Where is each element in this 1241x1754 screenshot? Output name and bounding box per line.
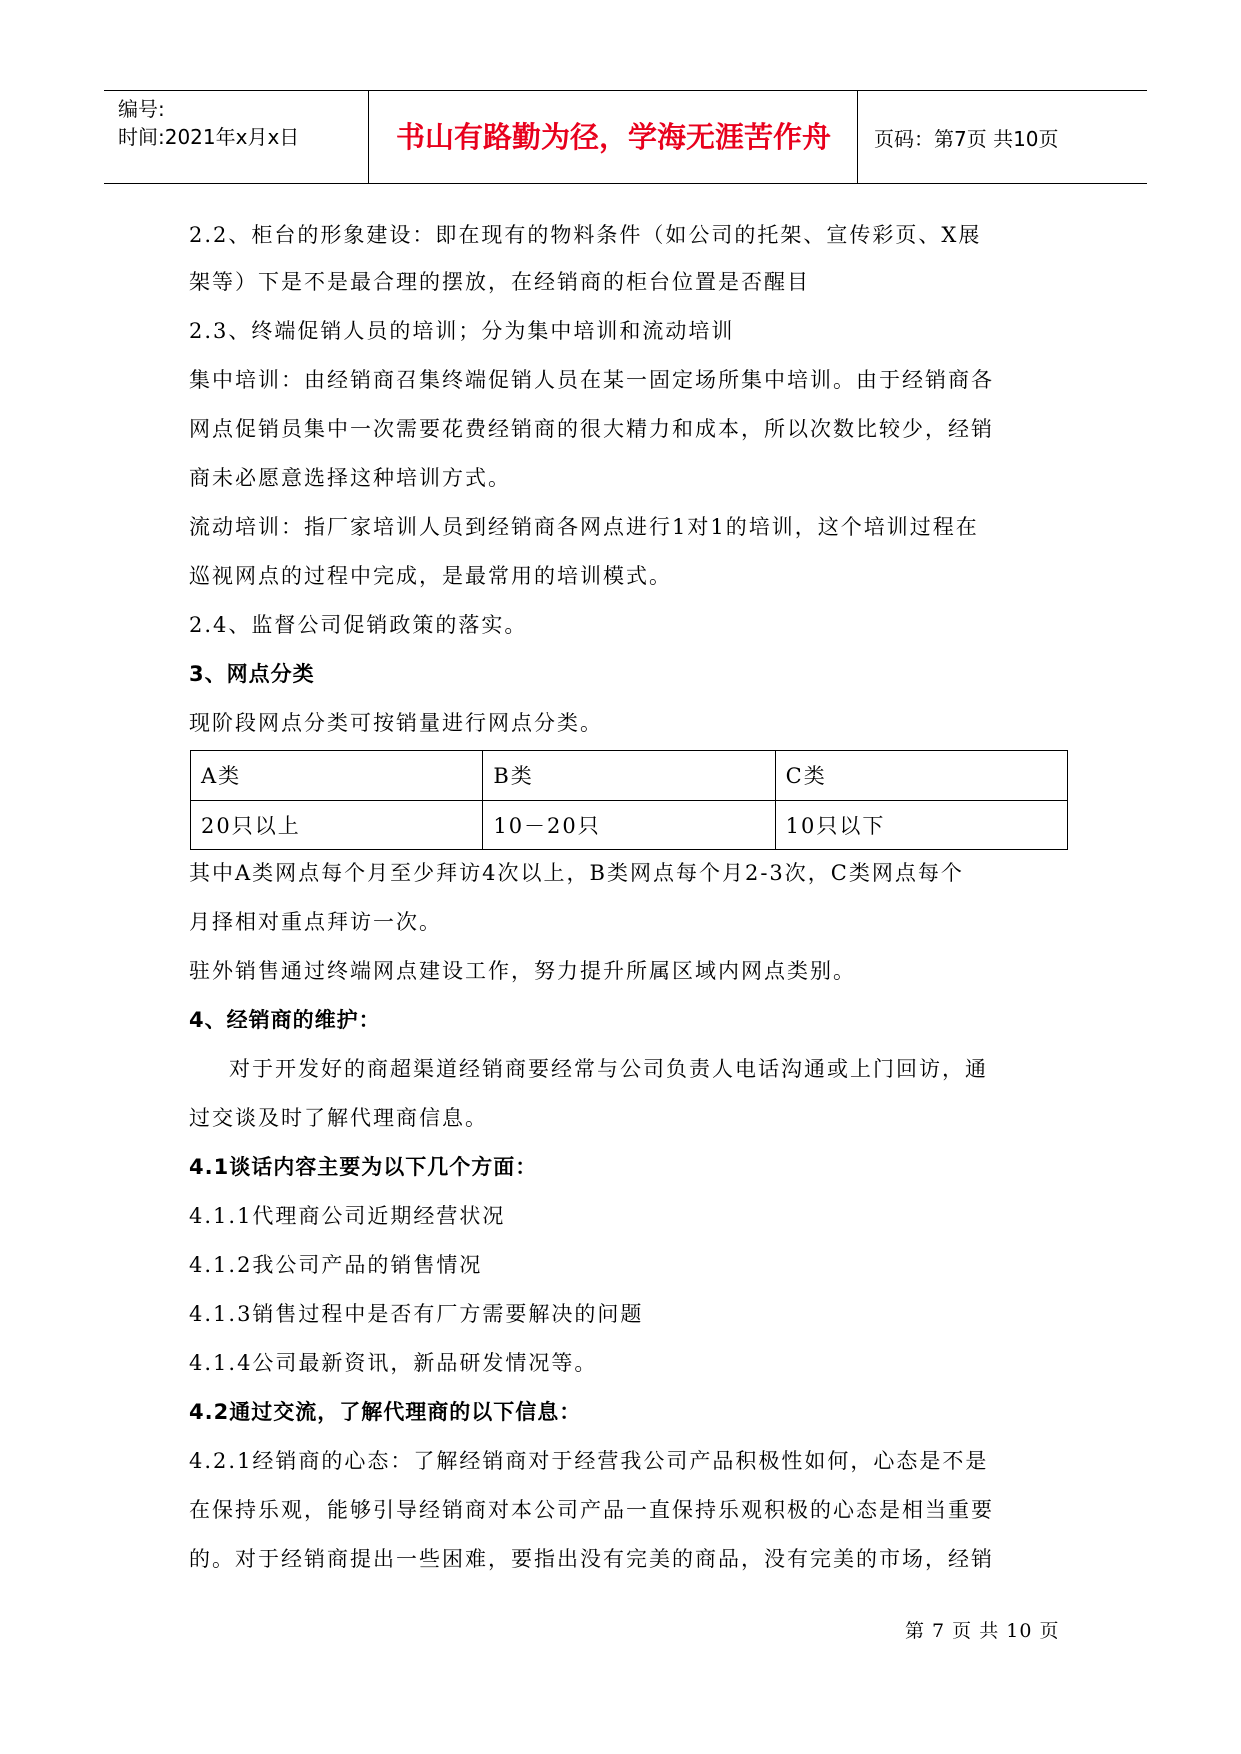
paragraph-line: 其中A类网点每个月至少拜访4次以上，B类网点每个月2-3次，C类网点每个	[189, 861, 964, 885]
paragraph-line: 驻外销售通过终端网点建设工作，努力提升所属区域内网点类别。	[189, 959, 856, 983]
paragraph-line: 月择相对重点拜访一次。	[189, 910, 442, 934]
header-motto: 书山有路勤为径，学海无涯苦作舟	[395, 120, 831, 154]
subsection-heading: 4.1谈话内容主要为以下几个方面：	[189, 1155, 538, 1179]
header-page-info: 页码：第7页 共10页	[874, 127, 1059, 151]
paragraph-line: 2.2、柜台的形象建设：即在现有的物料条件（如公司的托架、宣传彩页、X展	[189, 223, 982, 247]
list-item: 4.1.4公司最新资讯，新品研发情况等。	[189, 1351, 598, 1375]
table-cell: 10只以下	[775, 800, 1067, 850]
section-heading: 4、经销商的维护：	[189, 1008, 381, 1032]
table-cell: C类	[775, 751, 1067, 801]
table-cell: 20只以上	[191, 800, 483, 850]
paragraph-line: 的。对于经销商提出一些困难，要指出没有完美的商品，没有完美的市场，经销	[189, 1547, 994, 1571]
list-item: 4.1.2我公司产品的销售情况	[189, 1253, 483, 1277]
list-item: 4.1.3销售过程中是否有厂方需要解决的问题	[189, 1302, 644, 1326]
document-number-label: 编号:	[118, 97, 165, 121]
paragraph-line: 流动培训：指厂家培训人员到经销商各网点进行1对1的培训，这个培训过程在	[189, 515, 979, 539]
page-footer: 第 7 页 共 10 页	[905, 1620, 1060, 1642]
paragraph-line: 商未必愿意选择这种培训方式。	[189, 466, 511, 490]
page-header	[104, 90, 1147, 184]
list-item: 4.1.1代理商公司近期经营状况	[189, 1204, 506, 1228]
paragraph-line: 过交谈及时了解代理商信息。	[189, 1106, 488, 1130]
table-row	[191, 800, 1068, 850]
paragraph-line: 架等）下是不是最合理的摆放，在经销商的柜台位置是否醒目	[189, 270, 810, 294]
paragraph-line: 对于开发好的商超渠道经销商要经常与公司负责人电话沟通或上门回访，通	[229, 1057, 988, 1081]
section-heading: 3、网点分类	[189, 662, 315, 686]
paragraph-line: 巡视网点的过程中完成，是最常用的培训模式。	[189, 564, 672, 588]
table-cell: A类	[191, 751, 483, 801]
header-meta	[118, 95, 299, 151]
paragraph-line: 网点促销员集中一次需要花费经销商的很大精力和成本，所以次数比较少，经销	[189, 417, 994, 441]
paragraph-line: 2.4、监督公司促销政策的落实。	[189, 613, 528, 637]
table-cell: 10－20只	[483, 800, 775, 850]
table-cell: B类	[483, 751, 775, 801]
paragraph-line: 集中培训：由经销商召集终端促销人员在某一固定场所集中培训。由于经销商各	[189, 368, 994, 392]
header-divider	[368, 91, 369, 183]
outlet-class-table	[190, 750, 1068, 850]
paragraph-line: 现阶段网点分类可按销量进行网点分类。	[189, 711, 603, 735]
header-divider	[857, 91, 858, 183]
table-row	[191, 751, 1068, 801]
paragraph-line: 4.2.1经销商的心态：了解经销商对于经营我公司产品积极性如何，心态是不是	[189, 1449, 989, 1473]
paragraph-line: 2.3、终端促销人员的培训；分为集中培训和流动培训	[189, 319, 735, 343]
paragraph-line: 在保持乐观，能够引导经销商对本公司产品一直保持乐观积极的心态是相当重要	[189, 1498, 994, 1522]
document-date-label: 时间:2021年x月x日	[118, 125, 300, 149]
subsection-heading: 4.2通过交流，了解代理商的以下信息：	[189, 1400, 582, 1424]
